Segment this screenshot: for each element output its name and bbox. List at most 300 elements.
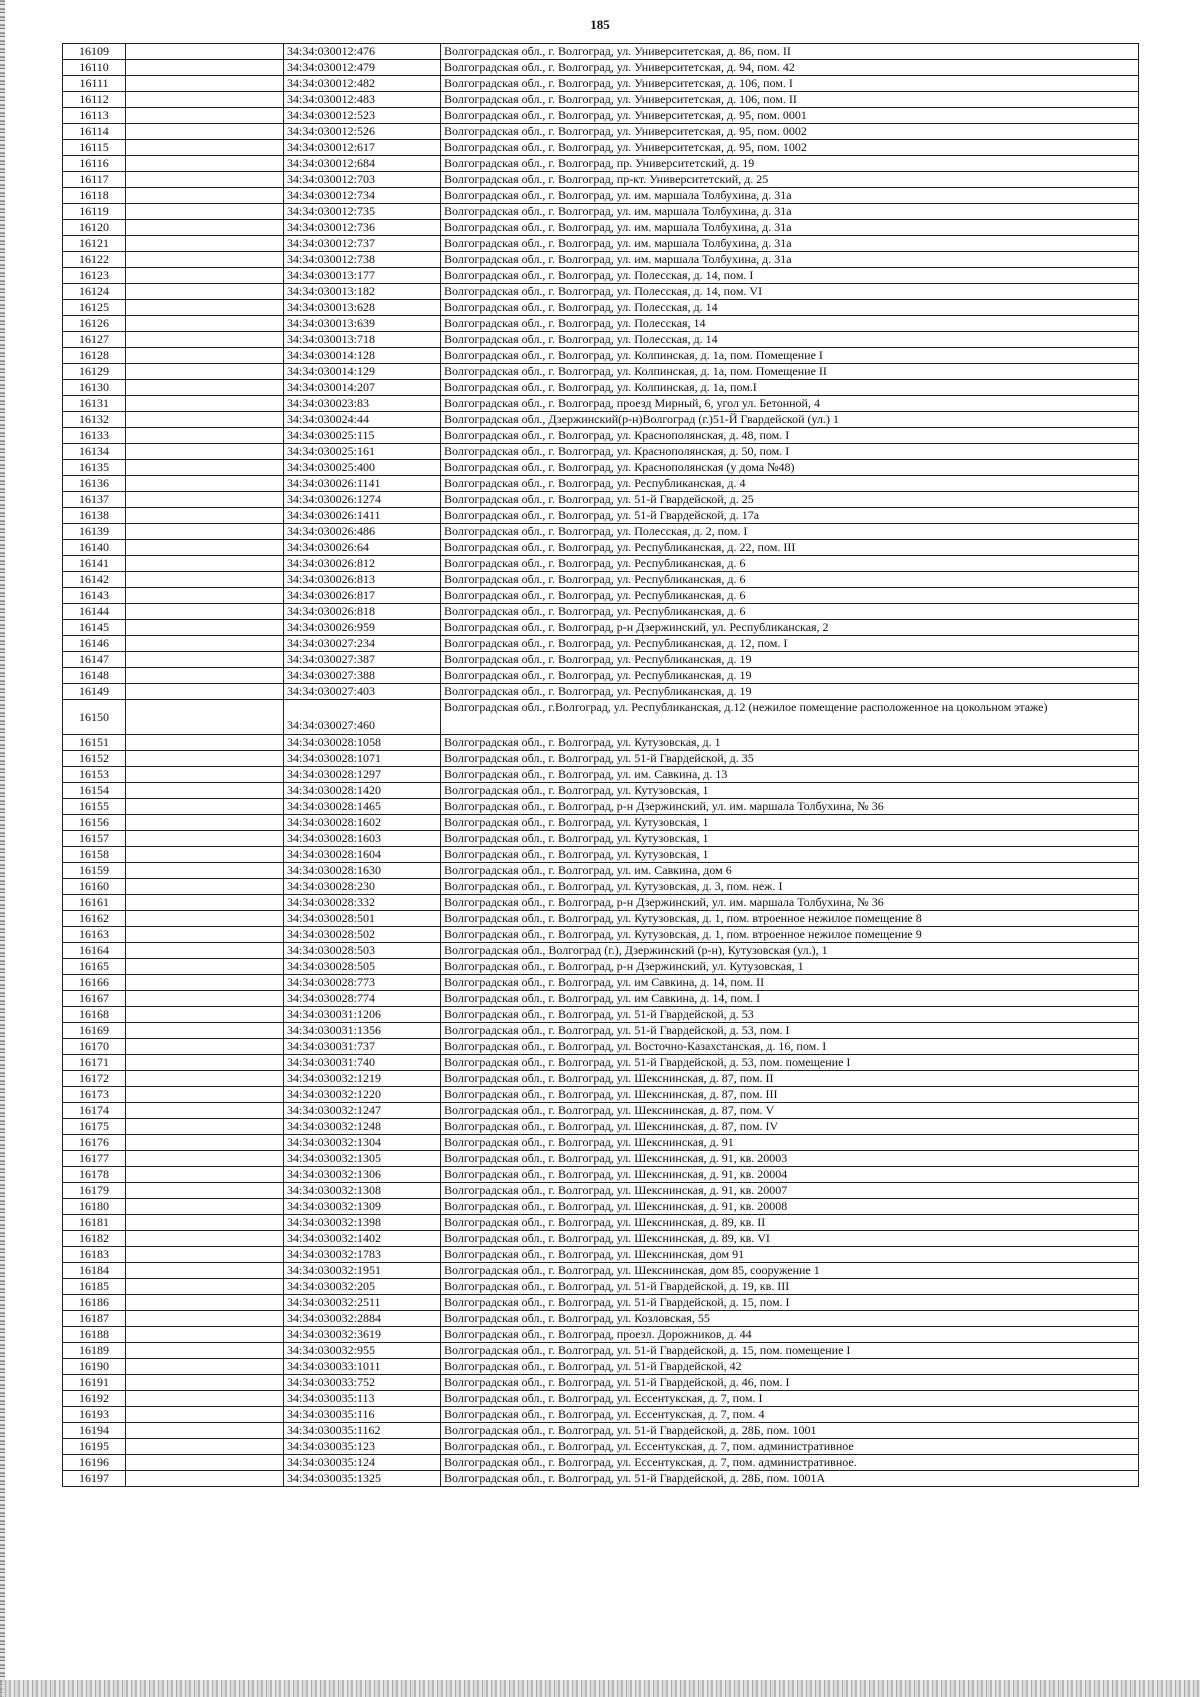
- row-number-cell: 16161: [63, 895, 126, 911]
- empty-cell: [126, 444, 284, 460]
- address-cell: Волгоградская обл., г. Волгоград, ул. Республиканская, д. 19: [441, 668, 1139, 684]
- address-cell: Волгоградская обл., г. Волгоград, ул. Полесская, д. 14, пом. VI: [441, 284, 1139, 300]
- table-row: [63, 879, 1139, 895]
- empty-cell: [126, 847, 284, 863]
- empty-cell: [126, 60, 284, 76]
- table-row: [63, 412, 1139, 428]
- empty-cell: [126, 1391, 284, 1407]
- cadastral-number-cell: 34:34:030035:113: [284, 1391, 441, 1407]
- row-number-cell: 16128: [63, 348, 126, 364]
- empty-cell: [126, 799, 284, 815]
- row-number-cell: 16131: [63, 396, 126, 412]
- cadastral-number-cell: 34:34:030025:115: [284, 428, 441, 444]
- row-number-cell: 16162: [63, 911, 126, 927]
- table-row: [63, 927, 1139, 943]
- row-number-cell: 16168: [63, 1007, 126, 1023]
- scan-edge-bottom: [0, 1680, 1200, 1697]
- cadastral-number-cell: 34:34:030013:182: [284, 284, 441, 300]
- table-row: [63, 1135, 1139, 1151]
- cadastral-number-cell: 34:34:030028:774: [284, 991, 441, 1007]
- table-row: [63, 975, 1139, 991]
- cadastral-number-cell: 34:34:030026:486: [284, 524, 441, 540]
- table-row: [63, 668, 1139, 684]
- empty-cell: [126, 540, 284, 556]
- empty-cell: [126, 927, 284, 943]
- empty-cell: [126, 204, 284, 220]
- row-number-cell: 16138: [63, 508, 126, 524]
- cadastral-number-cell: 34:34:030032:1305: [284, 1151, 441, 1167]
- cadastral-number-cell: 34:34:030026:1411: [284, 508, 441, 524]
- cadastral-number-cell: 34:34:030028:1630: [284, 863, 441, 879]
- cadastral-number-cell: 34:34:030028:1465: [284, 799, 441, 815]
- empty-cell: [126, 556, 284, 572]
- table-row: [63, 636, 1139, 652]
- empty-cell: [126, 1071, 284, 1087]
- empty-cell: [126, 348, 284, 364]
- cadastral-number-cell: 34:34:030027:403: [284, 684, 441, 700]
- row-number-cell: 16145: [63, 620, 126, 636]
- table-row: [63, 1327, 1139, 1343]
- address-cell: Волгоградская обл., г. Волгоград, ул. Ессентукская, д. 7, пом. административное.: [441, 1455, 1139, 1471]
- cadastral-number-cell: 34:34:030013:718: [284, 332, 441, 348]
- address-cell: Волгоградская обл., г. Волгоград, ул. им. Савкина, дом 6: [441, 863, 1139, 879]
- row-number-cell: 16121: [63, 236, 126, 252]
- table-row: [63, 316, 1139, 332]
- cadastral-number-cell: 34:34:030025:400: [284, 460, 441, 476]
- row-number-cell: 16170: [63, 1039, 126, 1055]
- address-cell: Волгоградская обл., г. Волгоград, пр. Университетский, д. 19: [441, 156, 1139, 172]
- address-cell: Волгоградская обл., г. Волгоград, ул. Республиканская, д. 22, пом. III: [441, 540, 1139, 556]
- table-row: [63, 847, 1139, 863]
- table-row: [63, 92, 1139, 108]
- table-row: [63, 1087, 1139, 1103]
- empty-cell: [126, 1087, 284, 1103]
- table-row: [63, 220, 1139, 236]
- row-number-cell: 16118: [63, 188, 126, 204]
- table-row: [63, 1071, 1139, 1087]
- table-row: [63, 1007, 1139, 1023]
- empty-cell: [126, 1055, 284, 1071]
- row-number-cell: 16125: [63, 300, 126, 316]
- cadastral-number-cell: 34:34:030028:502: [284, 927, 441, 943]
- address-cell: Волгоградская обл., г. Волгоград, пр-кт. Университетский, д. 25: [441, 172, 1139, 188]
- row-number-cell: 16130: [63, 380, 126, 396]
- empty-cell: [126, 140, 284, 156]
- table-row: [63, 172, 1139, 188]
- row-number-cell: 16123: [63, 268, 126, 284]
- row-number-cell: 16112: [63, 92, 126, 108]
- address-cell: Волгоградская обл., г. Волгоград, ул. Краснополянская, д. 48, пом. I: [441, 428, 1139, 444]
- address-cell: Волгоградская обл., г. Волгоград, ул. Ессентукская, д. 7, пом. I: [441, 1391, 1139, 1407]
- table-row: [63, 236, 1139, 252]
- address-cell: Волгоградская обл., г. Волгоград, ул. 51-й Гвардейской, 42: [441, 1359, 1139, 1375]
- cadastral-number-cell: 34:34:030032:955: [284, 1343, 441, 1359]
- cadastral-number-cell: 34:34:030025:161: [284, 444, 441, 460]
- empty-cell: [126, 44, 284, 60]
- row-number-cell: 16144: [63, 604, 126, 620]
- row-number-cell: 16143: [63, 588, 126, 604]
- table-row: [63, 735, 1139, 751]
- address-cell: Волгоградская обл., г. Волгоград, ул. им. маршала Толбухина, д. 31а: [441, 252, 1139, 268]
- empty-cell: [126, 1247, 284, 1263]
- empty-cell: [126, 652, 284, 668]
- row-number-cell: 16140: [63, 540, 126, 556]
- cadastral-number-cell: 34:34:030031:1206: [284, 1007, 441, 1023]
- row-number-cell: 16180: [63, 1199, 126, 1215]
- address-cell: Волгоградская обл., г.Волгоград, ул. Республиканская, д.12 (нежилое помещение расположенное на цокольном этаже): [441, 700, 1139, 735]
- address-cell: Волгоградская обл., г. Волгоград, ул. 51-й Гвардейской, д. 19, кв. III: [441, 1279, 1139, 1295]
- row-number-cell: 16146: [63, 636, 126, 652]
- address-cell: Волгоградская обл., г. Волгоград, ул. им. маршала Толбухина, д. 31а: [441, 220, 1139, 236]
- cadastral-number-cell: 34:34:030027:387: [284, 652, 441, 668]
- row-number-cell: 16181: [63, 1215, 126, 1231]
- row-number-cell: 16160: [63, 879, 126, 895]
- registry-table: [62, 43, 1139, 1487]
- row-number-cell: 16136: [63, 476, 126, 492]
- address-cell: Волгоградская обл., г. Волгоград, ул. 51-й Гвардейской, д. 17а: [441, 508, 1139, 524]
- cadastral-number-cell: 34:34:030014:128: [284, 348, 441, 364]
- row-number-cell: 16116: [63, 156, 126, 172]
- table-row: [63, 284, 1139, 300]
- address-cell: Волгоградская обл., г. Волгоград, ул. Университетская, д. 95, пом. 0002: [441, 124, 1139, 140]
- empty-cell: [126, 668, 284, 684]
- address-cell: Волгоградская обл., г. Волгоград, ул. Республиканская, д. 19: [441, 684, 1139, 700]
- address-cell: Волгоградская обл., г. Волгоград, ул. им Савкина, д. 14, пом. II: [441, 975, 1139, 991]
- cadastral-number-cell: 34:34:030032:1402: [284, 1231, 441, 1247]
- empty-cell: [126, 1407, 284, 1423]
- table-row: [63, 815, 1139, 831]
- table-row: [63, 396, 1139, 412]
- empty-cell: [126, 1439, 284, 1455]
- address-cell: Волгоградская обл., г. Волгоград, ул. 51-й Гвардейской, д. 35: [441, 751, 1139, 767]
- empty-cell: [126, 1311, 284, 1327]
- address-cell: Волгоградская обл., г. Волгоград, ул. Ессентукская, д. 7, пом. 4: [441, 1407, 1139, 1423]
- row-number-cell: 16179: [63, 1183, 126, 1199]
- table-row: [63, 1295, 1139, 1311]
- table-row: [63, 1311, 1139, 1327]
- address-cell: Волгоградская обл., г. Волгоград, ул. Шекснинская, дом 91: [441, 1247, 1139, 1263]
- cadastral-number-cell: 34:34:030032:3619: [284, 1327, 441, 1343]
- cadastral-number-cell: 34:34:030013:628: [284, 300, 441, 316]
- cadastral-number-cell: 34:34:030012:617: [284, 140, 441, 156]
- cadastral-number-cell: 34:34:030026:1141: [284, 476, 441, 492]
- row-number-cell: 16110: [63, 60, 126, 76]
- row-number-cell: 16197: [63, 1471, 126, 1487]
- row-number-cell: 16126: [63, 316, 126, 332]
- address-cell: Волгоградская обл., г. Волгоград, ул. Кутузовская, д. 3, пом. неж. I: [441, 879, 1139, 895]
- cadastral-number-cell: 34:34:030032:2511: [284, 1295, 441, 1311]
- table-row: [63, 348, 1139, 364]
- row-number-cell: 16158: [63, 847, 126, 863]
- address-cell: Волгоградская обл., г. Волгоград, ул. Шекснинская, д. 91, кв. 20008: [441, 1199, 1139, 1215]
- row-number-cell: 16114: [63, 124, 126, 140]
- cadastral-number-cell: 34:34:030028:1297: [284, 767, 441, 783]
- address-cell: Волгоградская обл., г. Волгоград, ул. Республиканская, д. 6: [441, 588, 1139, 604]
- row-number-cell: 16187: [63, 1311, 126, 1327]
- row-number-cell: 16177: [63, 1151, 126, 1167]
- address-cell: Волгоградская обл., г. Волгоград, ул. Козловская, 55: [441, 1311, 1139, 1327]
- address-cell: Волгоградская обл., г. Волгоград, ул. Шекснинская, д. 91, кв. 20003: [441, 1151, 1139, 1167]
- table-row: [63, 911, 1139, 927]
- table-row: [63, 204, 1139, 220]
- cadastral-number-cell: 34:34:030032:1219: [284, 1071, 441, 1087]
- address-cell: Волгоградская обл., г. Волгоград, ул. Университетская, д. 95, пом. 0001: [441, 108, 1139, 124]
- table-row: [63, 460, 1139, 476]
- row-number-cell: 16122: [63, 252, 126, 268]
- row-number-cell: 16184: [63, 1263, 126, 1279]
- address-cell: Волгоградская обл., г. Волгоград, ул. Университетская, д. 94, пом. 42: [441, 60, 1139, 76]
- table-row: [63, 44, 1139, 60]
- table-row: [63, 1359, 1139, 1375]
- empty-cell: [126, 1167, 284, 1183]
- table-row: [63, 508, 1139, 524]
- cadastral-number-cell: 34:34:030012:483: [284, 92, 441, 108]
- cadastral-number-cell: 34:34:030012:735: [284, 204, 441, 220]
- row-number-cell: 16173: [63, 1087, 126, 1103]
- scan-edge-left: [0, 0, 5, 1697]
- table-row: [63, 604, 1139, 620]
- table-row: [63, 1039, 1139, 1055]
- table-row: [63, 751, 1139, 767]
- row-number-cell: 16190: [63, 1359, 126, 1375]
- empty-cell: [126, 460, 284, 476]
- table-row: [63, 476, 1139, 492]
- empty-cell: [126, 1151, 284, 1167]
- row-number-cell: 16196: [63, 1455, 126, 1471]
- cadastral-number-cell: 34:34:030028:503: [284, 943, 441, 959]
- address-cell: Волгоградская обл., г. Волгоград, р-н Дзержинский, ул. Кутузовская, 1: [441, 959, 1139, 975]
- row-number-cell: 16155: [63, 799, 126, 815]
- cadastral-number-cell: 34:34:030032:1220: [284, 1087, 441, 1103]
- row-number-cell: 16194: [63, 1423, 126, 1439]
- empty-cell: [126, 1295, 284, 1311]
- address-cell: Волгоградская обл., г. Волгоград, проезл. Дорожников, д. 44: [441, 1327, 1139, 1343]
- table-row: [63, 556, 1139, 572]
- table-row: [63, 524, 1139, 540]
- row-number-cell: 16167: [63, 991, 126, 1007]
- empty-cell: [126, 767, 284, 783]
- empty-cell: [126, 700, 284, 735]
- cadastral-number-cell: 34:34:030028:505: [284, 959, 441, 975]
- empty-cell: [126, 783, 284, 799]
- table-row: [63, 332, 1139, 348]
- table-row: [63, 1151, 1139, 1167]
- cadastral-number-cell: 34:34:030032:1308: [284, 1183, 441, 1199]
- cadastral-number-cell: 34:34:030012:734: [284, 188, 441, 204]
- address-cell: Волгоградская обл., г. Волгоград, ул. Кутузовская, д. 1, пом. втроенное нежилое помещение 9: [441, 927, 1139, 943]
- table-row: [63, 1215, 1139, 1231]
- cadastral-number-cell: 34:34:030012:479: [284, 60, 441, 76]
- cadastral-number-cell: 34:34:030027:388: [284, 668, 441, 684]
- row-number-cell: 16189: [63, 1343, 126, 1359]
- empty-cell: [126, 428, 284, 444]
- table-row: [63, 1263, 1139, 1279]
- address-cell: Волгоградская обл., г. Волгоград, ул. Колпинская, д. 1а, пом. Помещение I: [441, 348, 1139, 364]
- table-row: [63, 268, 1139, 284]
- table-row: [63, 588, 1139, 604]
- empty-cell: [126, 1231, 284, 1247]
- address-cell: Волгоградская обл., г. Волгоград, проезд Мирный, 6, угол ул. Бетонной, 4: [441, 396, 1139, 412]
- cadastral-number-cell: 34:34:030012:738: [284, 252, 441, 268]
- empty-cell: [126, 943, 284, 959]
- table-row: [63, 1343, 1139, 1359]
- empty-cell: [126, 911, 284, 927]
- table-row: [63, 1247, 1139, 1263]
- cadastral-number-cell: 34:34:030026:817: [284, 588, 441, 604]
- empty-cell: [126, 636, 284, 652]
- empty-cell: [126, 572, 284, 588]
- empty-cell: [126, 124, 284, 140]
- cadastral-number-cell: 34:34:030026:1274: [284, 492, 441, 508]
- cadastral-number-cell: 34:34:030032:1304: [284, 1135, 441, 1151]
- empty-cell: [126, 1199, 284, 1215]
- address-cell: Волгоградская обл., г. Волгоград, ул. Шекснинская, д. 91: [441, 1135, 1139, 1151]
- address-cell: Волгоградская обл., г. Волгоград, ул. им. Савкина, д. 13: [441, 767, 1139, 783]
- cadastral-number-cell: 34:34:030028:1071: [284, 751, 441, 767]
- cadastral-number-cell: 34:34:030026:818: [284, 604, 441, 620]
- table-row: [63, 1055, 1139, 1071]
- empty-cell: [126, 1327, 284, 1343]
- empty-cell: [126, 1119, 284, 1135]
- table-row: [63, 783, 1139, 799]
- registry-table-body: [63, 44, 1139, 1487]
- table-row: [63, 572, 1139, 588]
- row-number-cell: 16127: [63, 332, 126, 348]
- cadastral-number-cell: 34:34:030013:177: [284, 268, 441, 284]
- cadastral-number-cell: 34:34:030012:703: [284, 172, 441, 188]
- empty-cell: [126, 1023, 284, 1039]
- address-cell: Волгоградская обл., г. Волгоград, ул. Шекснинская, д. 91, кв. 20004: [441, 1167, 1139, 1183]
- row-number-cell: 16172: [63, 1071, 126, 1087]
- address-cell: Волгоградская обл., г. Волгоград, ул. Колпинская, д. 1а, пом.I: [441, 380, 1139, 396]
- cadastral-number-cell: 34:34:030012:526: [284, 124, 441, 140]
- table-row: [63, 943, 1139, 959]
- row-number-cell: 16154: [63, 783, 126, 799]
- cadastral-number-cell: 34:34:030012:736: [284, 220, 441, 236]
- table-row: [63, 444, 1139, 460]
- empty-cell: [126, 879, 284, 895]
- cadastral-number-cell: 34:34:030028:1602: [284, 815, 441, 831]
- address-cell: Волгоградская обл., г. Волгоград, ул. Шекснинская, дом 85, сооружение 1: [441, 1263, 1139, 1279]
- table-row: [63, 140, 1139, 156]
- empty-cell: [126, 476, 284, 492]
- empty-cell: [126, 316, 284, 332]
- row-number-cell: 16183: [63, 1247, 126, 1263]
- table-row: [63, 1119, 1139, 1135]
- table-row: [63, 652, 1139, 668]
- table-row: [63, 620, 1139, 636]
- cadastral-number-cell: 34:34:030032:2884: [284, 1311, 441, 1327]
- address-cell: Волгоградская обл., г. Волгоград, ул. 51-й Гвардейской, д. 25: [441, 492, 1139, 508]
- cadastral-number-cell: 34:34:030032:1248: [284, 1119, 441, 1135]
- empty-cell: [126, 1279, 284, 1295]
- row-number-cell: 16149: [63, 684, 126, 700]
- address-cell: Волгоградская обл., г. Волгоград, ул. Университетская, д. 106, пом. I: [441, 76, 1139, 92]
- address-cell: Волгоградская обл., г. Волгоград, ул. Кутузовская, д. 1, пом. втроенное нежилое помещение 8: [441, 911, 1139, 927]
- table-row: [63, 959, 1139, 975]
- table-row: [63, 1439, 1139, 1455]
- table-row: [63, 188, 1139, 204]
- table-row: [63, 156, 1139, 172]
- cadastral-number-cell: 34:34:030026:813: [284, 572, 441, 588]
- table-row: [63, 60, 1139, 76]
- row-number-cell: 16135: [63, 460, 126, 476]
- empty-cell: [126, 220, 284, 236]
- address-cell: Волгоградская обл., г. Волгоград, ул. Республиканская, д. 12, пом. I: [441, 636, 1139, 652]
- empty-cell: [126, 1103, 284, 1119]
- address-cell: Волгоградская обл., г. Волгоград, ул. Краснополянская, д. 50, пом. I: [441, 444, 1139, 460]
- empty-cell: [126, 300, 284, 316]
- row-number-cell: 16186: [63, 1295, 126, 1311]
- empty-cell: [126, 684, 284, 700]
- row-number-cell: 16188: [63, 1327, 126, 1343]
- empty-cell: [126, 268, 284, 284]
- empty-cell: [126, 76, 284, 92]
- address-cell: Волгоградская обл., г. Волгоград, ул. 51-й Гвардейской, д. 28Б, пом. 1001: [441, 1423, 1139, 1439]
- cadastral-number-cell: 34:34:030035:1162: [284, 1423, 441, 1439]
- address-cell: Волгоградская обл., г. Волгоград, ул. Кутузовская, д. 1: [441, 735, 1139, 751]
- address-cell: Волгоградская обл., г. Волгоград, ул. 51-й Гвардейской, д. 53: [441, 1007, 1139, 1023]
- address-cell: Волгоградская обл., Волгоград (г.), Дзержинский (р-н), Кутузовская (ул.), 1: [441, 943, 1139, 959]
- cadastral-number-cell: 34:34:030028:1420: [284, 783, 441, 799]
- table-row: [63, 1455, 1139, 1471]
- table-row: [63, 1023, 1139, 1039]
- cadastral-number-cell: 34:34:030012:737: [284, 236, 441, 252]
- table-row: [63, 124, 1139, 140]
- address-cell: Волгоградская обл., г. Волгоград, ул. Колпинская, д. 1а, пом. Помещение II: [441, 364, 1139, 380]
- row-number-cell: 16120: [63, 220, 126, 236]
- row-number-cell: 16178: [63, 1167, 126, 1183]
- empty-cell: [126, 236, 284, 252]
- cadastral-number-cell: 34:34:030031:1356: [284, 1023, 441, 1039]
- table-row: [63, 767, 1139, 783]
- empty-cell: [126, 284, 284, 300]
- row-number-cell: 16175: [63, 1119, 126, 1135]
- row-number-cell: 16192: [63, 1391, 126, 1407]
- cadastral-number-cell: 34:34:030028:332: [284, 895, 441, 911]
- empty-cell: [126, 588, 284, 604]
- table-row: [63, 684, 1139, 700]
- cadastral-number-cell: 34:34:030012:523: [284, 108, 441, 124]
- address-cell: Волгоградская обл., г. Волгоград, ул. им Савкина, д. 14, пом. I: [441, 991, 1139, 1007]
- address-cell: Волгоградская обл., г. Волгоград, ул. Шекснинская, д. 91, кв. 20007: [441, 1183, 1139, 1199]
- address-cell: Волгоградская обл., г. Волгоград, ул. 51-й Гвардейской, д. 28Б, пом. 1001А: [441, 1471, 1139, 1487]
- address-cell: Волгоградская обл., г. Волгоград, ул. Полесская, д. 14, пом. I: [441, 268, 1139, 284]
- empty-cell: [126, 108, 284, 124]
- row-number-cell: 16174: [63, 1103, 126, 1119]
- address-cell: Волгоградская обл., г. Волгоград, ул. Шекснинская, д. 87, пом. V: [441, 1103, 1139, 1119]
- cadastral-number-cell: 34:34:030027:234: [284, 636, 441, 652]
- address-cell: Волгоградская обл., г. Волгоград, ул. Шекснинская, д. 89, кв. VI: [441, 1231, 1139, 1247]
- empty-cell: [126, 1007, 284, 1023]
- table-row: [63, 700, 1139, 735]
- address-cell: Волгоградская обл., г. Волгоград, р-н Дзержинский, ул. им. маршала Толбухина, № 36: [441, 799, 1139, 815]
- empty-cell: [126, 332, 284, 348]
- table-row: [63, 1391, 1139, 1407]
- address-cell: Волгоградская обл., г. Волгоград, ул. Шекснинская, д. 87, пом. IV: [441, 1119, 1139, 1135]
- cadastral-number-cell: 34:34:030028:230: [284, 879, 441, 895]
- row-number-cell: 16182: [63, 1231, 126, 1247]
- cadastral-number-cell: 34:34:030014:129: [284, 364, 441, 380]
- table-row: [63, 108, 1139, 124]
- cadastral-number-cell: 34:34:030026:959: [284, 620, 441, 636]
- row-number-cell: 16153: [63, 767, 126, 783]
- cadastral-number-cell: 34:34:030028:1604: [284, 847, 441, 863]
- table-row: [63, 1375, 1139, 1391]
- empty-cell: [126, 412, 284, 428]
- empty-cell: [126, 1183, 284, 1199]
- cadastral-number-cell: 34:34:030032:1398: [284, 1215, 441, 1231]
